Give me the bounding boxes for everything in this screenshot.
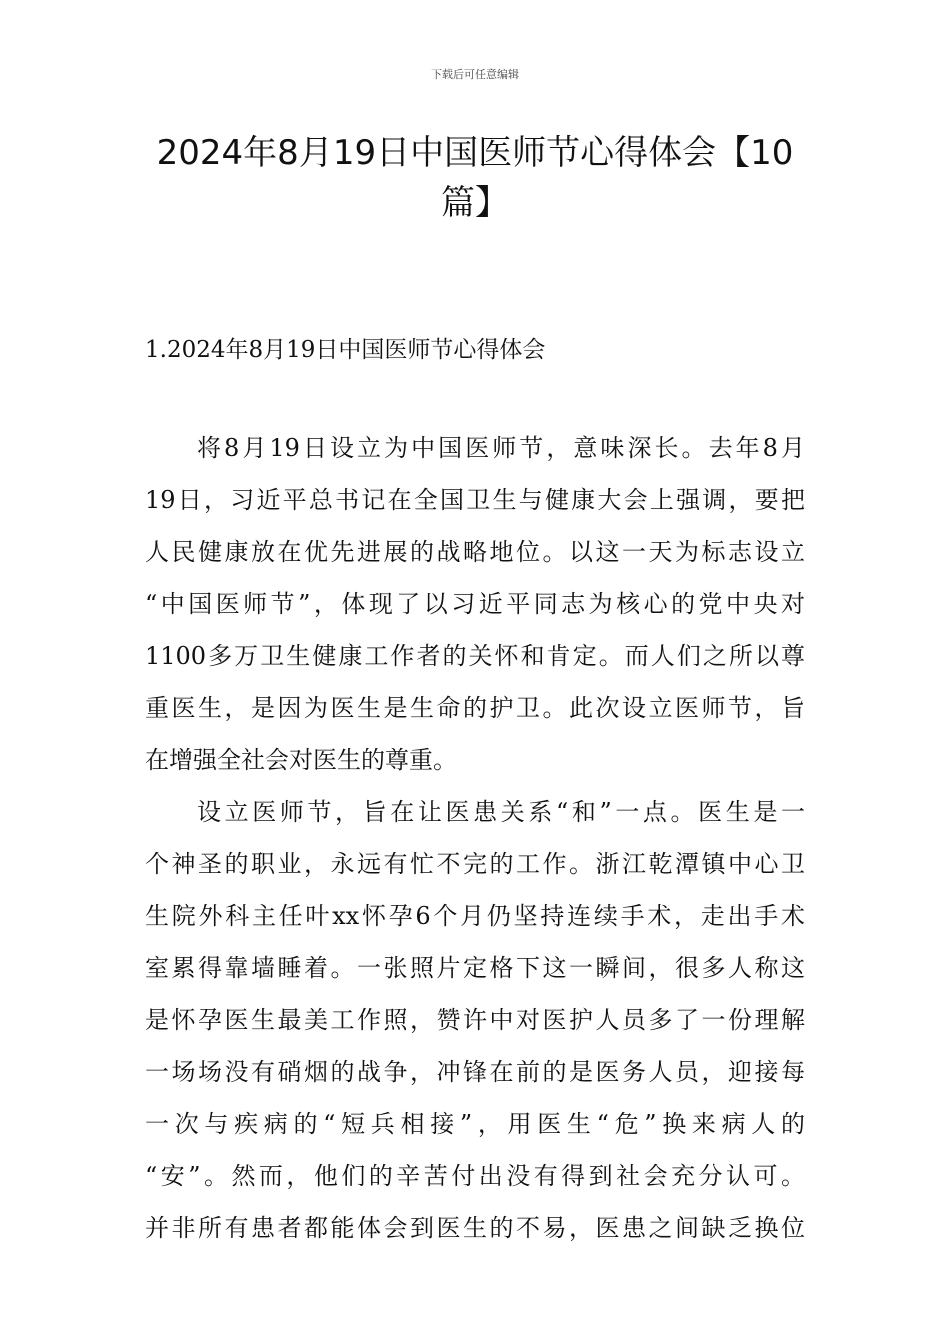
paragraph-2-line: 是怀孕医生最美工作照，赞许中对医护人员多了一份理解 [145, 1006, 805, 1034]
paragraph-1-line: 将8月19日设立为中国医师节，意味深长。去年8月 [197, 434, 805, 462]
paragraph-2-line: 生院外科主任叶xx怀孕6个月仍坚持连续手术，走出手术 [145, 902, 805, 930]
section-heading: 1.2024年8月19日中国医师节心得体会 [145, 337, 546, 363]
paragraph-1-line: 重医生，是因为医生是生命的护卫。此次设立医师节，旨 [145, 694, 805, 722]
paragraph-2-line: 并非所有患者都能体会到医生的不易，医患之间缺乏换位 [145, 1214, 805, 1242]
paragraph-2-line: 个神圣的职业，永远有忙不完的工作。浙江乾潭镇中心卫 [145, 850, 805, 878]
paragraph-1-line: 人民健康放在优先进展的战略地位。以这一天为标志设立 [145, 538, 805, 566]
document-title [120, 128, 830, 228]
paragraph-2-line: 一场场没有硝烟的战争，冲锋在前的是医务人员，迎接每 [145, 1058, 805, 1086]
document-title-line-2: 篇】 [441, 183, 509, 223]
paragraph-2-line: “安”。然而，他们的辛苦付出没有得到社会充分认可。 [145, 1162, 805, 1190]
paragraph-2-line: 设立医师节，旨在让医患关系“和”一点。医生是一 [197, 798, 805, 826]
paragraph-1-line: 在增强全社会对医生的尊重。 [145, 746, 457, 774]
body-text [145, 429, 805, 1261]
paragraph-1-line: 19日，习近平总书记在全国卫生与健康大会上强调，要把 [145, 486, 805, 514]
header-note: 下载后可任意编辑 [431, 68, 519, 81]
document-title-line-1: 2024年8月19日中国医师节心得体会【10 [156, 133, 794, 173]
paragraph-2-line: 室累得靠墙睡着。一张照片定格下这一瞬间，很多人称这 [145, 954, 805, 982]
paragraph-1-line: “中国医师节”，体现了以习近平同志为核心的党中央对 [145, 590, 805, 618]
paragraph-1-line: 1100多万卫生健康工作者的关怀和肯定。而人们之所以尊 [145, 642, 805, 670]
paragraph-2-line: 一次与疾病的“短兵相接”，用医生“危”换来病人的 [145, 1110, 805, 1138]
